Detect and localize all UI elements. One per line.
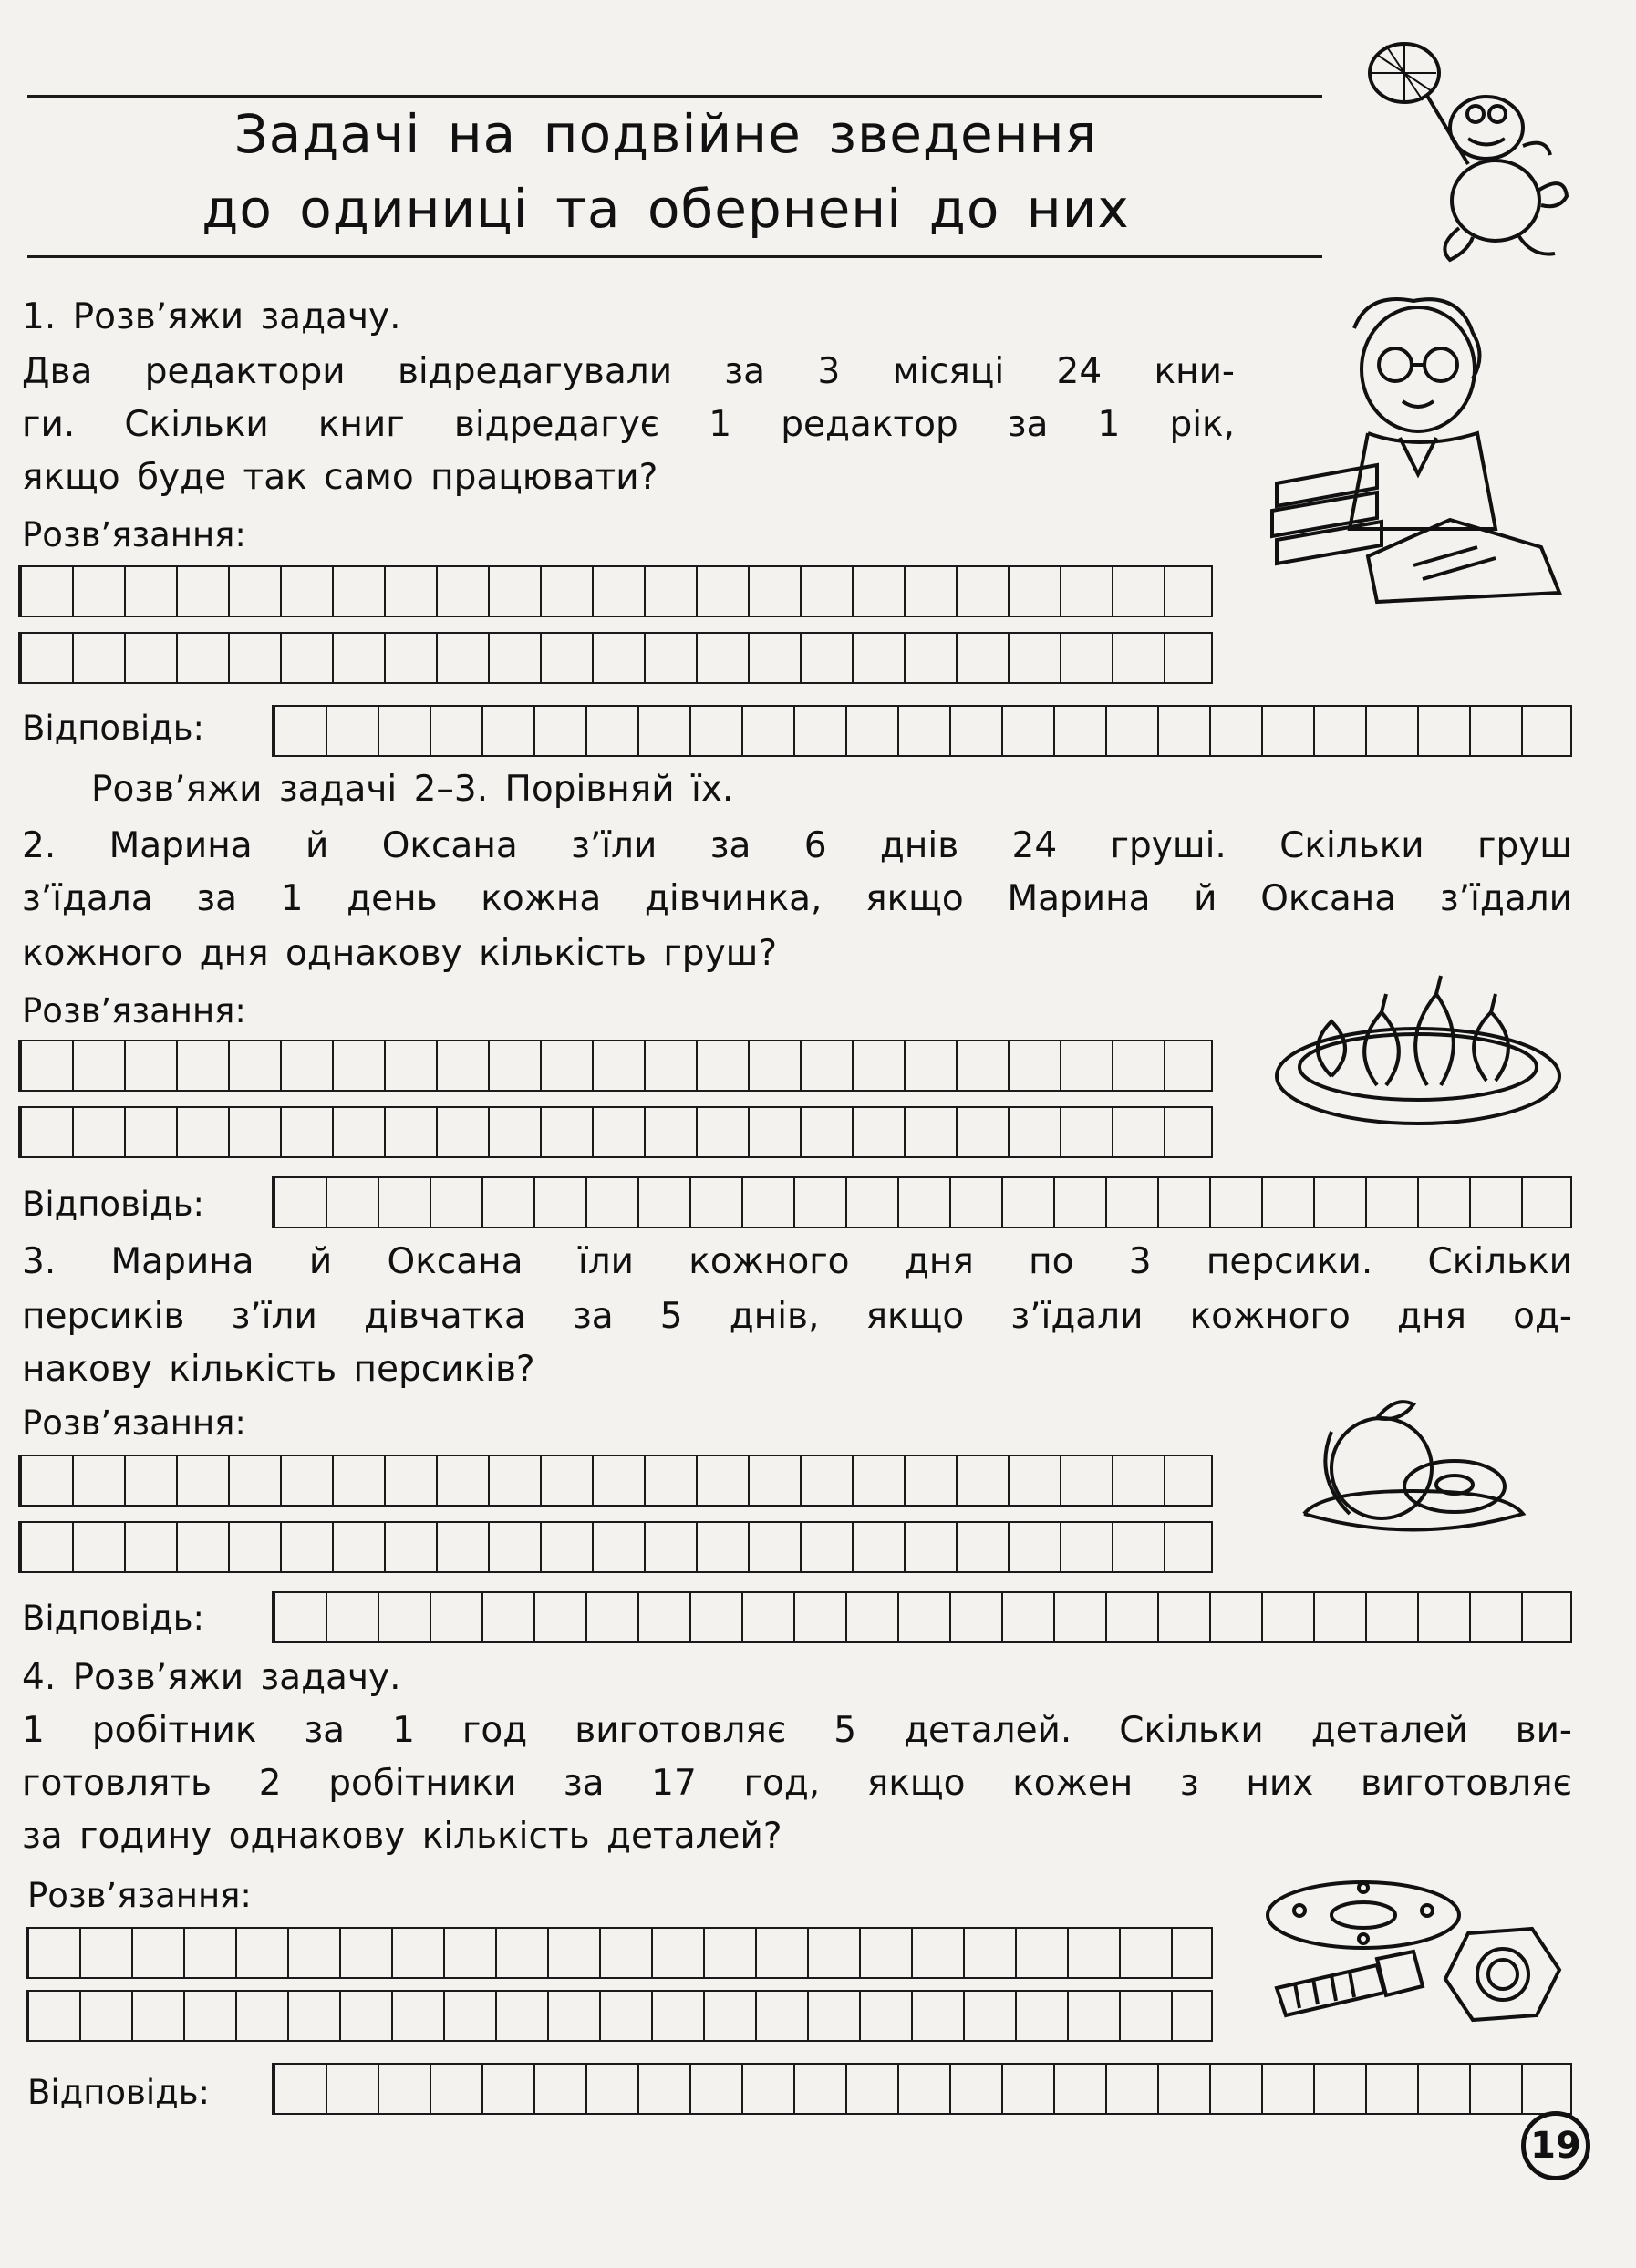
task1-text-line3: якщо буде так само працювати?	[22, 457, 658, 498]
task3-solution-grid-row2[interactable]	[18, 1521, 1213, 1573]
page-title-line1: Задачі на подвійне зведення	[233, 103, 1098, 165]
task1-solution-label: Розв’язання:	[22, 515, 246, 554]
frog-with-net-illustration	[1350, 18, 1578, 274]
task4-text-line3: за годину однакову кількість деталей?	[22, 1816, 782, 1857]
task3-answer-label: Відповідь:	[22, 1599, 205, 1638]
bolts-nuts-illustration	[1258, 1879, 1569, 2034]
task4-answer-label: Відповідь:	[27, 2073, 211, 2112]
task2-answer-label: Відповідь:	[22, 1185, 205, 1224]
pears-plate-illustration	[1268, 967, 1569, 1131]
task4-solution-grid-row1[interactable]	[26, 1927, 1213, 1979]
task2-text-line3: кожного дня однакову кількість груш?	[22, 933, 778, 974]
task1-text-line2: ги. Скільки книг відредагує 1 редактор за 1 рік,	[22, 404, 1235, 445]
task4-answer-grid[interactable]	[272, 2063, 1572, 2115]
task2-solution-label: Розв’язання:	[22, 991, 246, 1030]
task1-header: 1. Розв’яжи задачу.	[22, 296, 401, 337]
task3-solution-label: Розв’язання:	[22, 1403, 246, 1443]
task3-answer-grid[interactable]	[272, 1591, 1572, 1643]
header-rule-top	[27, 95, 1322, 98]
task1-answer-grid[interactable]	[272, 705, 1572, 757]
task2-answer-grid[interactable]	[272, 1176, 1572, 1228]
task4-text-line1: 1 робітник за 1 год виготовляє 5 деталей. Скільки деталей ви-	[22, 1710, 1572, 1751]
boy-with-books-illustration	[1268, 292, 1569, 620]
page-title-line2: до одиниці та обернені до них	[202, 178, 1130, 240]
task1-text-line1: Два редактори відредагували за 3 місяці 24 кни-	[22, 351, 1235, 392]
peaches-plate-illustration	[1295, 1377, 1532, 1550]
tasks-2-3-instruction: Розв’яжи задачі 2–3. Порівняй їх.	[91, 769, 734, 810]
task4-solution-grid-row2[interactable]	[26, 1990, 1213, 2042]
task2-text-line2: з’їдала за 1 день кожна дівчинка, якщо Марина й Оксана з’їдали	[22, 878, 1572, 919]
task2-solution-grid-row1[interactable]	[18, 1040, 1213, 1092]
task1-solution-grid-row2[interactable]	[18, 632, 1213, 684]
task1-solution-grid-row1[interactable]	[18, 565, 1213, 617]
task2-solution-grid-row2[interactable]	[18, 1106, 1213, 1158]
task4-solution-label: Розв’язання:	[27, 1876, 252, 1915]
task4-text-line2: готовлять 2 робітники за 17 год, якщо кожен з них виготовляє	[22, 1763, 1572, 1804]
task3-text-line1: 3. Марина й Оксана їли кожного дня по 3 персики. Скільки	[22, 1241, 1572, 1282]
task3-solution-grid-row1[interactable]	[18, 1455, 1213, 1507]
task1-answer-label: Відповідь:	[22, 709, 205, 748]
task4-header: 4. Розв’яжи задачу.	[22, 1657, 401, 1698]
task3-text-line3: накову кількість персиків?	[22, 1349, 535, 1390]
page-number: 19	[1521, 2111, 1590, 2180]
task2-text-line1: 2. Марина й Оксана з’їли за 6 днів 24 груші. Скільки груш	[22, 825, 1572, 866]
task3-text-line2: персиків з’їли дівчатка за 5 днів, якщо з’їдали кожного дня од-	[22, 1296, 1572, 1337]
header-rule-bottom	[27, 255, 1322, 258]
